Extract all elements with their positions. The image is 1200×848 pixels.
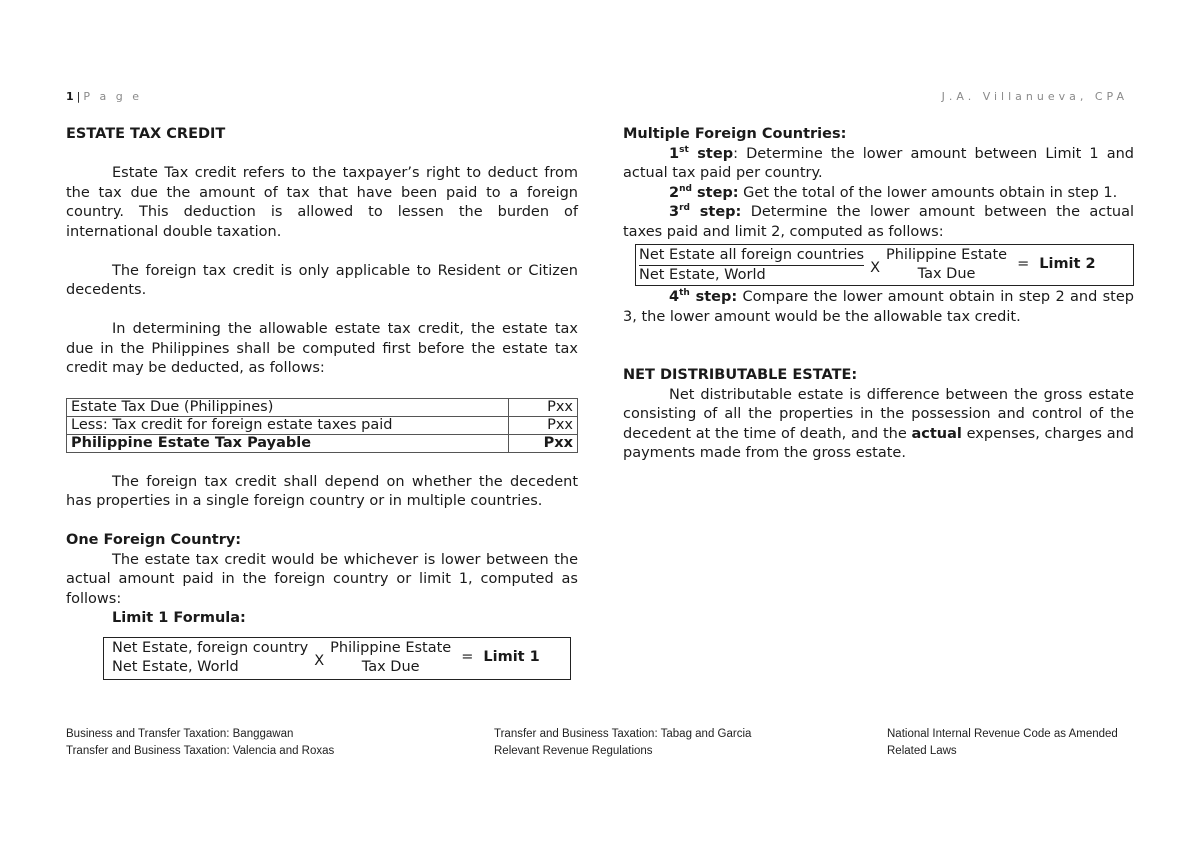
left-column [66,125,578,680]
paragraph-computation-intro: In determining the allowable estate tax credit, the estate tax due in the Philippines shall be computed first before the estate tax credit may be deducted, as follows: [66,321,578,376]
paragraph-foreign-countries: The foreign tax credit shall depend on whether the decedent has properties in a single foreign country or in multiple countries. [66,473,578,509]
estate-tax-computation-table [66,398,578,453]
section-title-estate-tax-credit: ESTATE TAX CREDIT [66,126,226,142]
limit2-formula-box [635,244,1134,286]
computation-amount: Pxx [509,399,578,417]
limit1-result: Limit 1 [483,649,540,666]
computation-label: Philippine Estate Tax Payable [67,435,509,453]
heading-limit1-formula: Limit 1 Formula: [112,610,246,626]
step-2: 2nd step: Get the total of the lower amounts obtain in step 1. [669,183,1118,201]
reference: Transfer and Business Taxation: Tabag and Garcia [494,728,752,740]
paragraph-definition: Estate Tax credit refers to the taxpayer’s right to deduct from the tax due the amount of tax that have been paid to a foreign country. This deduction is allowed to lessen the burden of international double taxation. [66,165,578,240]
page-number-header: 1 | P a g e [66,90,142,103]
computation-amount: Pxx [509,435,578,453]
footer-references-2 [494,726,751,760]
reference: Transfer and Business Taxation: Valencia and Roxas [66,745,335,757]
limit2-factor-top: Philippine Estate [886,247,1008,263]
computation-label: Estate Tax Due (Philippines) [67,399,509,417]
reference: Related Laws [887,745,957,757]
page-number: 1 [66,90,74,103]
reference: Business and Transfer Taxation: Banggawan [66,728,294,740]
table-row [67,399,578,417]
right-column [623,125,1134,464]
limit2-fraction [639,246,864,285]
footer-references-3 [887,726,1118,760]
limit1-factor [330,639,451,677]
step-1: 1st step: Determine the lower amount between Limit 1 and actual tax paid per country. [623,144,1134,181]
limit2-factor [886,246,1007,284]
paragraph-applicability: The foreign tax credit is only applicable to Resident or Citizen decedents. [66,262,578,298]
limit2-denominator: Net Estate, World [639,266,766,283]
limit1-factor-bottom: Tax Due [361,659,420,675]
computation-amount: Pxx [509,417,578,435]
limit1-fraction [112,639,308,677]
reference: Relevant Revenue Regulations [494,745,653,757]
heading-one-foreign-country: One Foreign Country: [66,532,242,548]
heading-net-distributable-estate: NET DISTRIBUTABLE ESTATE: [623,367,858,383]
table-row-total [67,435,578,453]
limit2-factor-bottom: Tax Due [917,266,976,282]
limit2-result: Limit 2 [1039,256,1096,273]
equals-sign: = [461,649,474,666]
multiply-operator: X [314,653,325,670]
author-header: J.A. Villanueva, CPA [941,90,1128,103]
limit1-factor-top: Philippine Estate [330,640,452,656]
paragraph-one-foreign-country: The estate tax credit would be whichever is lower between the actual amount paid in the foreign country or limit 1, computed as follows: [66,551,578,607]
paragraph-net-distributable-estate: Net distributable estate is difference between the gross estate consisting of all the properties in the possession and control of the decedent at the time of death, and the actual expenses, charges and payments made from the gross estate. [623,386,1134,461]
footer-references-1 [66,726,334,760]
step-4: 4th step: Compare the lower amount obtain in step 2 and step 3, the lower amount would be the allowable tax credit. [623,288,1134,325]
table-row [67,417,578,435]
computation-label: Less: Tax credit for foreign estate taxes paid [67,417,509,435]
multiply-operator: X [870,260,880,277]
heading-multiple-foreign-countries: Multiple Foreign Countries: [623,126,847,142]
limit1-formula-box [103,637,571,680]
equals-sign: = [1017,256,1030,273]
limit2-numerator: Net Estate all foreign countries [639,246,864,266]
step-3: 3rd step: Determine the lower amount between the actual taxes paid and limit 2, computed as follows: [623,203,1134,240]
page-label: P a g e [83,90,142,103]
reference: National Internal Revenue Code as Amended [887,728,1118,740]
limit1-denominator: Net Estate, World [112,659,239,675]
limit1-numerator: Net Estate, foreign country [112,640,309,656]
